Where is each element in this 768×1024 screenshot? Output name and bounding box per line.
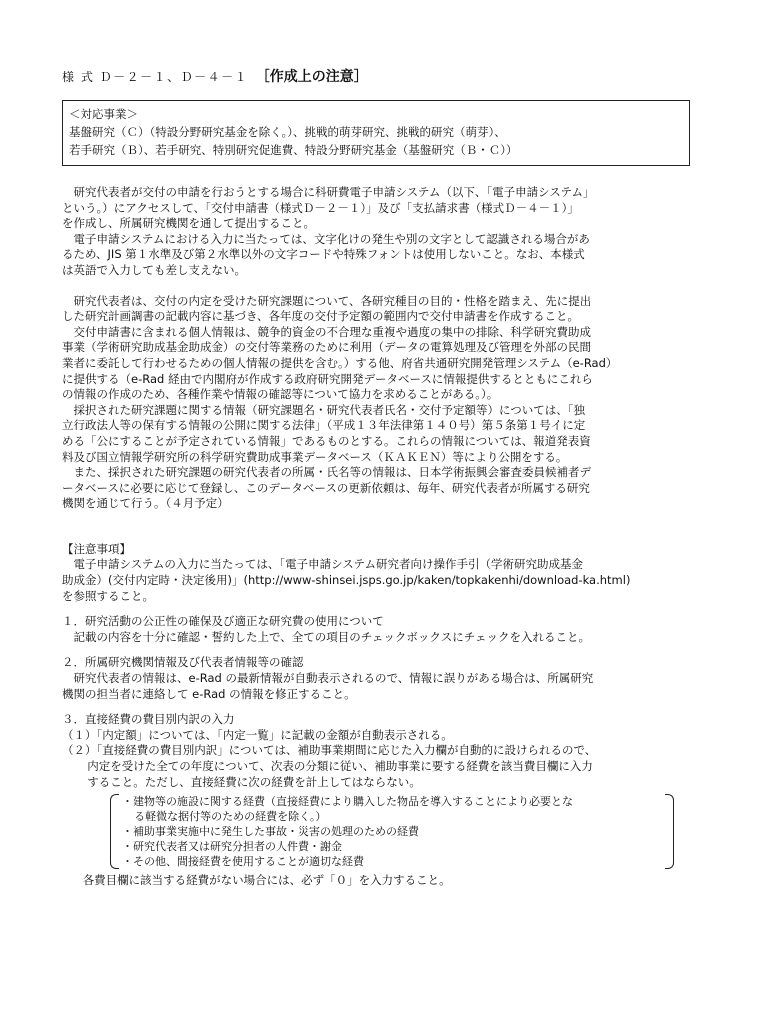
section-title: １．研究活動の公正性の確保及び適正な研究費の使用について (62, 614, 384, 629)
document-body (62, 185, 722, 889)
caution-title: ［作成上の注意］ (255, 69, 368, 85)
paragraph-line: 業者に委託して行わせるための個人情報の提供を含む。）する他、府省共通研究開発管理システム（e-Rad） (62, 355, 618, 370)
paragraph-line: 料及び国立情報学研究所の科学研究費助成事業データベース（ＫＡＫＥＮ）等により公開をする。 (62, 449, 568, 464)
notes-heading: 【注意事項】 (62, 541, 131, 556)
target-programs-box (62, 100, 690, 166)
paragraph-line: 研究代表者は、交付の内定を受けた研究課題について、各研究種目の目的・性格を踏まえ、先に提出 (73, 293, 592, 308)
paragraph-line: 立行政法人等の保有する情報の公開に関する法律」（平成１３年法律第１４０号）第５条第１号イに定 (62, 418, 586, 433)
paragraph-line: 内定を受けた全ての年度について、次表の分類に従い、補助事業に要する経費を該当費目欄に入力 (87, 759, 593, 773)
list-item: （２）「直接経費の費目別内訳」については、補助事業期間に応じた入力欄が自動的に設けられるので、 (62, 743, 597, 758)
paragraph-line: 機関の担当者に連絡して e-Rad の情報を修正すること。 (62, 686, 356, 701)
list-item: ・建物等の施設に関する経費（直接経費により購入した物品を導入することにより必要とな (122, 795, 573, 809)
paragraph-line: 助成金）(交付内定時・決定後用)」(http://www-shinsei.jsps.go.jp/kaken/topkakenhi/download-ka.html) (62, 573, 631, 588)
notes-block (62, 542, 722, 604)
intro-block (62, 185, 722, 279)
paragraph-line: を参照すること。 (62, 588, 154, 603)
section-1 (62, 614, 722, 645)
section-title: ２．所属研究機関情報及び代表者情報等の確認 (62, 655, 304, 670)
page-header (62, 70, 368, 86)
list-item: ・補助事業実施中に発生した事故・災害の処理のための経費 (122, 825, 419, 839)
paragraph-line: すること。ただし、直接経費に次の経費を計上してはならない。 (87, 774, 421, 789)
paragraph-line: 記載の内容を十分に確認・誓約した上で、全ての項目のチェックボックスにチェックを入れること。 (73, 629, 590, 644)
excluded-expenses-list (110, 794, 674, 869)
section-title: ３．直接経費の費目別内訳の入力 (62, 712, 235, 727)
section-2 (62, 655, 722, 702)
paragraph-line: める「公にすることが予定されている情報」であるものとする。これらの情報については、報道発表資 (62, 433, 591, 448)
paragraph-line: した研究計画調書の記載内容に基づき、各年度の交付予定額の範囲内で交付申請書を作成すること。 (62, 309, 580, 324)
bracket-left (110, 794, 119, 869)
paragraph-line: 電子申請システムの入力に当たっては、「電子申請システム研究者向け操作手引（学術研究助成基金 (73, 557, 583, 572)
list-item-continuation: る軽微な据付等のための経費を除く。） (134, 810, 327, 824)
target-programs-heading: ＜対応事業＞ (69, 107, 138, 121)
paragraph-line: ータベースに必要に応じて登録し、このデータベースの更新依頼は、毎年、研究代表者が所属する研究 (62, 480, 590, 495)
paragraph-line: 電子申請システムにおける入力に当たっては、文字化けの発生や別の文字として認識される場合があ (73, 231, 590, 246)
target-programs-line: 基盤研究（Ｃ）（特設分野研究基金を除く。）、挑戦的萌芽研究、挑戦的研究（萌芽）、 (69, 125, 506, 139)
section-3 (62, 712, 722, 889)
paragraph-line: 採択された研究課題に関する情報（研究課題名・研究代表者氏名・交付予定額等）については、「独 (73, 402, 586, 417)
paragraph-line: の情報の作成のため、各種作業や情報の確認等について協力を求めることがある。）。 (62, 387, 499, 402)
paragraph-line: に提供する（e-Rad 経由で内閣府が作成する政府研究開発データベースに情報提供するとともにこれら (62, 371, 593, 386)
paragraph-line: という。）にアクセスして、「交付申請書（様式Ｄ－２－１）」及び「支払請求書（様式Ｄ－４－１）」 (62, 200, 579, 215)
list-item: （１）「内定額」については、「内定一覧」に記載の金額が自動表示される。 (62, 727, 453, 742)
bracket-right (665, 794, 674, 869)
paragraph-line: また、採択された研究課題の研究代表者の所属・氏名等の情報は、日本学術振興会審査委員候補者デ (73, 465, 591, 480)
form-code: 様 式 Ｄ－２－１、Ｄ－４－１ (62, 70, 249, 84)
list-item: ・研究代表者又は研究分担者の人件費・謝金 (122, 840, 342, 854)
paragraph-line: 研究代表者の情報は、e-Rad の最新情報が自動表示されるので、情報に誤りがある場合は、所属研究 (73, 671, 594, 686)
target-programs-line: 若手研究（Ｂ）、若手研究、特別研究促進費、特設分野研究基金（基盤研究（Ｂ・Ｃ）） (69, 143, 518, 157)
paragraph-line: 研究代表者が交付の申請を行おうとする場合に科研費電子申請システム（以下、「電子申請システム」 (73, 185, 595, 199)
paragraph-line: るため、JIS 第１水準及び第２水準以外の文字コードや特殊フォントは使用しないこと。なお、本様式 (62, 247, 585, 262)
list-item: ・その他、間接経費を使用することが適切な経費 (122, 855, 364, 869)
paragraph-line: は英語で入力しても差し支えない。 (62, 262, 246, 277)
paragraph-line: 交付申請書に含まれる個人情報は、競争的資金の不合理な重複や過度の集中の排除、科学研究費助成 (73, 324, 591, 339)
section-footer: 各費目欄に該当する経費がない場合には、必ず「０」を入力すること。 (82, 873, 451, 888)
policy-block (62, 294, 722, 512)
paragraph-line: 機関を通じて行う。（４月予定） (62, 496, 229, 511)
paragraph-line: を作成し、所属研究機関を通して提出すること。 (62, 216, 315, 231)
paragraph-line: 事業（学術研究助成基金助成金）の交付等業務のために利用（データの電算処理及び管理を外部の民間 (62, 340, 591, 355)
